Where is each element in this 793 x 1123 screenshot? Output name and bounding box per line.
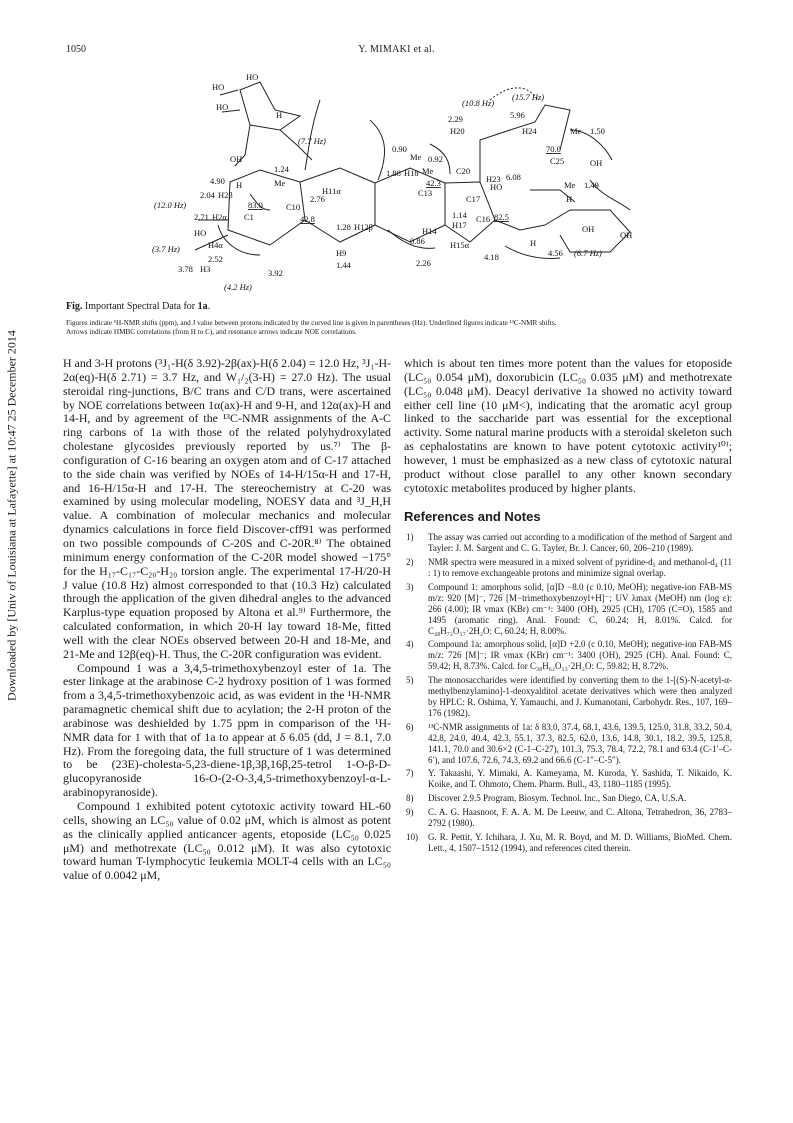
fig-label-j37: (3.7 Hz) [152,244,180,254]
fig-label-h20: H20 [450,126,465,136]
fig-label-c17: C17 [466,194,481,204]
body-paragraph-4: which is about ten times more potent than the values for etoposide (LC₅₀ 0.054 μM), doxorubicin (LC₅₀ 0.035 μM) and methotrexate (LC₅₀ 0.048 μM). Deacyl derivative 1a showed no activity toward either cell line (10 μM<), indicating that the aromatic acyl group linked to the saccharide part was essential for the exceptional activity. Some natural marine products with a steroidal skeleton such as cephalostatins are known to have potent cytotoxic activity¹⁰⁾; however, 1 must be emphasized as a new class of cytotoxic natural product without close parallel to any other known secondary cytotoxic metabolites produced by higher plants. [404,356,732,495]
fig-label-h24: H24 [522,126,537,136]
fig-label-v276: 2.76 [310,194,325,204]
fig-label-h2b: H2β [218,190,233,200]
fig-label-v124: 1.24 [274,164,289,174]
fig-label-v188: 1.88 [386,168,401,178]
fig-label-h2: H [236,180,243,190]
figure-note-line2: Arrows indicate HMBC correlations (from H to C), and resonance arrows indicate NOE correlations. [66,328,357,336]
fig-label-v252: 2.52 [208,254,223,264]
fig-label-oh1: OH [230,154,243,164]
fig-label-v378: 3.78 [178,264,193,274]
fig-label-j77: (7.7 Hz) [298,136,326,146]
fig-label-j67: (6.7 Hz) [574,248,602,258]
fig-label-ho1: HO [246,72,259,82]
reference-item: 1) The assay was carried out according to a modification of the method of Sargent and Tayler: J. M. Sargent and C. G. Tayler, Br. J. Cancer, 60, 206–210 (1989). [406,532,732,554]
right-column [404,357,732,857]
fig-label-h2a: H2α [212,212,227,222]
reference-item: 6) ¹³C-NMR assignments of 1a: δ 83.0, 37.4, 68.1, 43.6, 139.5, 125.0, 31.8, 33.2, 50.4, 42.8, 24.0, 40.4, 42.3, 55.1, 37.3, 82.5, 62.0, 13.6, 14.8, 30.1, 18.2, 39.5, 125.8, 141.1, 70.0 and 30.6×2 (C-1–C-27), 101.3, 75.3, 78.4, 72.2, 78.1 and 63.4 (C-1′–C-6′), and 107.6, 72.6, 74.3, 69.2 and 66.6 (C-1″–C-5″). [406,721,732,765]
fig-label-c10: C10 [286,202,301,212]
fig-label-v092: 0.92 [428,154,443,164]
reference-item: 2) NMR spectra were measured in a mixed solvent of pyridine-d₅ and methanol-d₄ (11 : 1) to remove exchangeable protons and minimize signal overlap. [406,557,732,578]
fig-label-c13: C13 [418,188,433,198]
fig-label-me5: Me [564,180,576,190]
fig-label-h3: H3 [200,264,211,274]
fig-label-h18: H18 [404,168,419,178]
reference-item: 8) Discover 2.9.5 Program, Biosym. Technol. Inc., San Diego, CA, U.S.A. [406,793,687,804]
fig-label-v825: 82.5 [494,212,509,222]
fig-label-v418: 4.18 [484,252,499,262]
fig-label-v271: 2.71 [194,212,209,222]
fig-label-v150: 1.50 [590,126,605,136]
fig-label-me3: Me [422,166,434,176]
fig-label-v456: 4.56 [548,248,563,258]
reference-item: 5) The monosaccharides were identified by converting them to the 1-[(S)-N-acetyl-α-methylbenzylamino]-1-deoxyalditol acetate derivatives which were then analyzed by HPLC: R. Oshima, Y. Yamauchi, and J. Kumanotani, Carbohydr. Res., 107, 169–176 (1982). [406,675,732,718]
left-column [63,357,391,883]
structure-figure [150,70,690,295]
fig-label-v204: 2.04 [200,190,215,200]
download-watermark: Downloaded by [Univ of Louisiana at Lafayette] at 10:47 25 December 2014 [4,330,19,701]
fig-label-v114: 1.14 [452,210,467,220]
figure-note-line1: Figures indicate ¹H-NMR shifts (ppm), and J value between protons indicated by the curved line is given in parentheses (Hz). Underlined figures indicate ¹³C-NMR shifts. [66,319,557,327]
fig-label-j157: (15.7 Hz) [512,92,545,102]
fig-label-h12b: H12β [354,222,373,232]
fig-label-v149: 1.49 [584,180,599,190]
fig-label-oh3: OH [620,230,633,240]
fig-label-oh2: OH [582,224,595,234]
fig-label-me4: Me [570,126,582,136]
figure-caption-compound: 1a [197,301,208,312]
fig-label-ho5: HO [490,182,503,192]
fig-label-c1: C1 [244,212,254,222]
fig-label-h1: H [276,110,283,120]
fig-label-h14: H14 [422,226,437,236]
running-head: Y. MIMAKI et al. [358,44,435,55]
fig-label-v700: 70.0 [546,144,561,154]
fig-label-j42: (4.2 Hz) [224,282,252,292]
fig-label-v226: 2.26 [416,258,431,268]
fig-label-h3b: H [530,238,537,248]
figure-note [66,319,766,337]
fig-label-v608: 6.08 [506,172,521,182]
references-list [404,532,732,853]
fig-label-ho3: HO [216,102,229,112]
body-paragraph-1: H and 3-H protons (³J₁-H(δ 3.92)-2β(ax)-H(δ 2.04) = 12.0 Hz, ³J₁-H-2α(eq)-H(δ 2.71) = 3.7 Hz, and W₁/₂(3-H) = 27.0 Hz). The usual steroidal ring-junctions, B/C trans and C/D trans, were ascertained by NOE correlations between 1α(ax)-H and 9-H, and 12α(ax)-H and 14-H, and by agreement of the ¹³C-NMR assignments of the A-C ring carbons of 1a with those of the related polyhydroxylated cholestane glycosides previously reported by us.⁷⁾ The β-configuration of C-16 bearing an oxygen atom and of C-17 attached to the side chain was verified by NOEs of 14-H/15α-H and 17-H, and 16-H/15α-H and 17-H. The stereochemistry at C-20 was examined by using molecular modeling, NOESY data and ³J_H,H value. A combination of molecular mechanics and molecular dynamics calculations in force field Discover-cff91 was performed on two possible compounds of C-20S and C-20R.⁸⁾ The obtained minimum energy conformation of the C-20R model showed −175° for the H₁₇-C₁₇-C₂₀-H₂₀ torsion angle. The experimental 17-H/20-H J value (10.8 Hz) almost corresponded to that (10.3 Hz) calculated through the application of the given dihedral angles to the advanced Karplus-type equation proposed by Altona et al.⁹⁾ Furthermore, the calculated conformation, in which 20-H lay toward 18-Me, fitted well with the clear NOEs observed between 20-H and 18-Me, and 21-Me and 12β(eq)-H. Thus, the C-20R configuration was evident. [63,356,391,661]
fig-label-v490: 4.90 [210,176,225,186]
figure-caption: Fig. Important Spectral Data for 1a. [66,301,211,312]
reference-item: 7) Y. Takaashi, Y. Mimaki, A. Kameyama, M. Kuroda, Y. Sashida, T. Nikaido, K. Koike, and T. Ohmoto, Chem. Pharm. Bull., 43, 1180–1185 (1995). [406,768,732,790]
fig-label-c20: C20 [456,166,471,176]
fig-label-j108: (10.8 Hz) [462,98,495,108]
reference-item: 4) Compound 1a: amorphous solid, [α]D +2.0 (c 0.10, MeOH); negative-ion FAB-MS m/z: 726 [M]⁻; IR νmax (KBr) cm⁻¹: 3400 (OH), 2925 (CH). Anal. Found: C, 59.42; H, 8.73%. Calcd. for C₃₈H₆₂O₁₃·2H₂O: C, 59.82; H, 8.72%. [406,639,732,672]
fig-label-v423: 42.3 [426,178,441,188]
fig-label-h4a: H4α [208,240,223,250]
page-number: 1050 [66,44,86,55]
fig-label-h9: H9 [336,248,347,258]
fig-label-h17: H17 [452,220,467,230]
body-paragraph-3: Compound 1 exhibited potent cytotoxic activity toward HL-60 cells, showing an LC₅₀ value of 0.02 μM, which is almost as potent as the clinically applied anticancer agents, etoposide (LC₅₀ 0.025 μM) and methotrexate (LC₅₀ 0.012 μM). It was also cytotoxic toward human T-lymphocytic leukemia MOLT-4 cells with an LC₅₀ value of 0.0042 μM, [63,799,391,883]
figure-caption-text: Important Spectral Data for [84,301,196,312]
fig-label-v144: 1.44 [336,260,351,270]
reference-item: 10) G. R. Pettit, Y. Ichihara, J. Xu, M. R. Boyd, and M. D. Williams, BioMed. Chem. Lett., 4, 1507–1512 (1994), and references cited therein. [406,831,732,853]
fig-label-ho2: HO [212,82,225,92]
reference-item: 3) Compound 1: amorphous solid, [α]D −8.0 (c 0.10, MeOH); negative-ion FAB-MS m/z: 920 [M]⁻, 726 [M−trimethoxybenzoyl+H]⁻; UV λmax (MeOH) nm (log ε): 266 (4.00); IR νmax (KBr) cm⁻¹: 3400 (OH), 2925 (CH), 1705 (C=O), 1585 and 1495 (aromatic ring). Anal. Found: C, 60.24; H, 8.01%. Calcd. for C₄₈H₇₂O₁₇·2H₂O: C, 60.24; H, 8.00%. [406,581,732,636]
fig-label-h23: H23 [486,174,501,184]
reference-item: 9) C. A. G. Haasnoot, F. A. A. M. De Leeuw, and C. Altona, Tetrahedron, 36, 2783–2792 (1980). [406,807,732,829]
fig-label-j120: (12.0 Hz) [154,200,187,210]
fig-label-oh4: OH [590,158,603,168]
fig-label-v392: 3.92 [268,268,283,278]
fig-label-v229: 2.29 [448,114,463,124]
fig-label-v128: 1.28 [336,222,351,232]
fig-label-h15a: H15α [450,240,470,250]
fig-label-h4b: H [566,194,573,204]
fig-label-h11a: H11α [322,186,341,196]
fig-label-me2: Me [410,152,422,162]
fig-label-v596: 5.96 [510,110,525,120]
fig-label-v428: 42.8 [300,214,315,224]
fig-label-me1: Me [274,178,286,188]
body-paragraph-2: Compound 1 was a 3,4,5-trimethoxybenzoyl ester of 1a. The ester linkage at the arabinose C-2 hydroxy position of 1 was formed from a 3,4,5-trimethoxybenzoic acid, as was evident in the ¹H-NMR paramagnetic chemical shift due to acylation; the 2-H proton of the arabinose was deshielded by 1.75 ppm in comparison of the ¹H-NMR data for 1 with that of 1a to appear at δ 6.05 (dd, J = 8.1, 7.0 Hz). From the foregoing data, the full structure of 1 was determined to be (23E)-cholesta-5,23-diene-1β,3β,16β,25-tetrol 1-O-β-D-glucopyranoside 16-O-(2-O-3,4,5-trimethoxybenzoyl-α-L-arabinopyranoside). [63,660,391,800]
fig-label-v090: 0.90 [392,144,407,154]
fig-label-ho4: HO [194,228,207,238]
fig-label-c16: C16 [476,214,491,224]
figure-caption-label: Fig. [66,301,83,312]
references-heading: References and Notes [404,509,541,525]
fig-label-v086: 0.86 [410,236,425,246]
fig-label-v830: 83.0 [248,200,263,210]
fig-label-c25: C25 [550,156,565,166]
